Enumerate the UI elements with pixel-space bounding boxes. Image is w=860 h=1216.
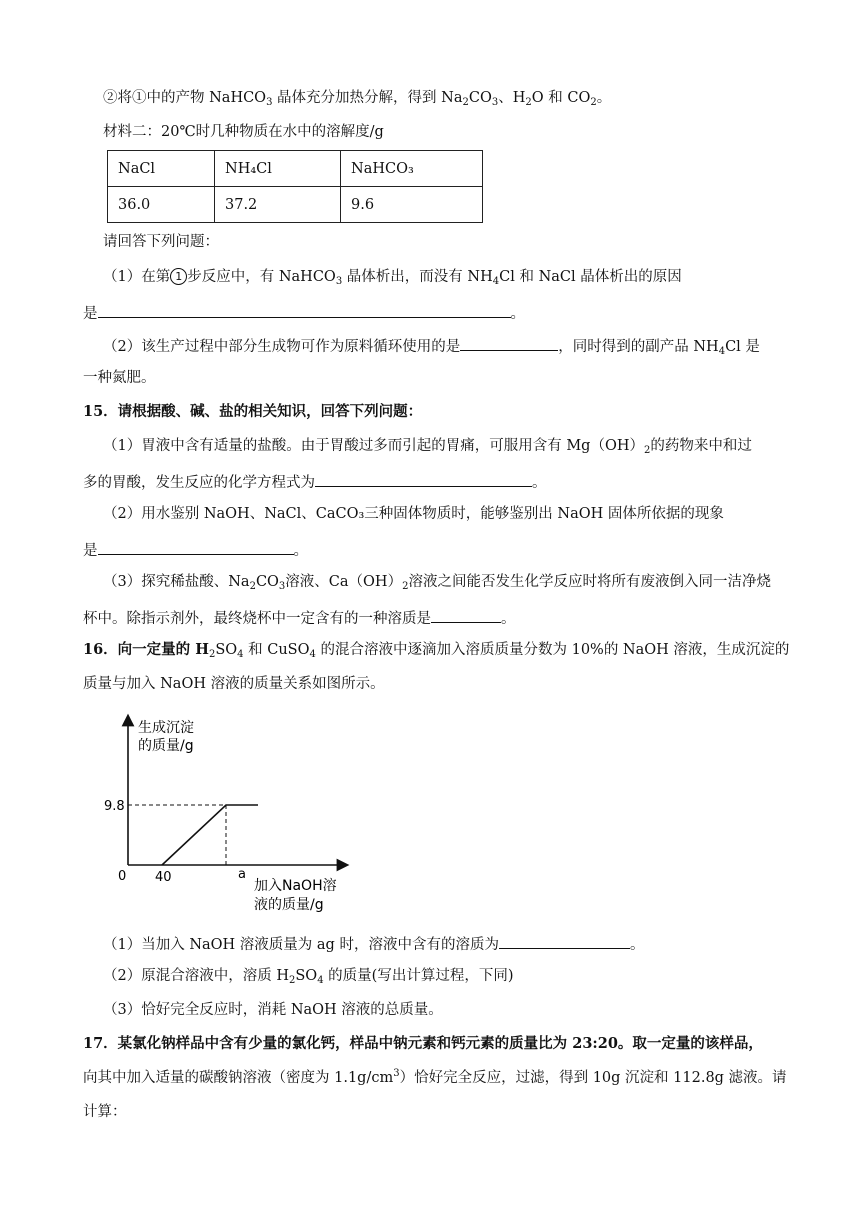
material-2-title: 材料二：20℃时几种物质在水中的溶解度/g bbox=[103, 124, 384, 140]
text-line: 多的胃酸，发生反应的化学方程式为 。 bbox=[83, 470, 547, 493]
answer-blank[interactable] bbox=[315, 470, 532, 487]
answer-blank[interactable] bbox=[98, 538, 294, 555]
circled-number: 1 bbox=[170, 268, 187, 285]
question-17: 17．某氯化钠样品中含有少量的氯化钙，样品中钠元素和钙元素的质量比为 23:20。取一定量的该样品， bbox=[83, 1035, 763, 1052]
text-line: 请回答下列问题： bbox=[103, 234, 219, 250]
question-15: 15．请根据酸、碱、盐的相关知识，回答下列问题： bbox=[83, 403, 423, 420]
answer-blank[interactable] bbox=[98, 301, 511, 318]
text-line: （1）胃液中含有适量的盐酸。由于胃酸过多而引起的胃痛，可服用含有 $Mg(OH)_2$的药物来中和过 bbox=[103, 438, 752, 456]
text-line: 质量与加入 NaOH 溶液的质量关系如图所示。 bbox=[83, 676, 385, 692]
solubility-table bbox=[107, 150, 483, 223]
table-cell: 36.0 bbox=[108, 187, 215, 223]
x-axis-label-1: 加入NaOH溶 bbox=[254, 878, 337, 894]
y-axis-label-1: 生成沉淀 bbox=[138, 720, 194, 736]
origin-label: 0 bbox=[118, 869, 127, 884]
table-row bbox=[108, 187, 483, 223]
x-tick-label: 40 bbox=[155, 870, 172, 885]
x-axis-label-2: 液的质量/g bbox=[254, 897, 324, 913]
text-line: （3）恰好完全反应时，消耗 NaOH 溶液的总质量。 bbox=[103, 1002, 443, 1018]
x-tick-label-a: a bbox=[238, 867, 246, 882]
precipitate-chart bbox=[100, 708, 360, 918]
answer-blank[interactable] bbox=[431, 606, 501, 623]
text-line: （2）原混合溶液中，溶质 $H_2SO_4$ 的质量(写出计算过程，下同) bbox=[103, 968, 514, 986]
text-line: 是 。 bbox=[83, 301, 525, 324]
text-line: （1）当加入 NaOH 溶液质量为 ag 时，溶液中含有的溶质为 。 bbox=[103, 932, 644, 955]
table-header-nahco3: NaHCO₃ bbox=[341, 151, 483, 187]
answer-blank[interactable] bbox=[499, 932, 630, 949]
y-tick-label: 9.8 bbox=[104, 799, 125, 814]
text-line: 向其中加入适量的碳酸钠溶液（密度为 $1.1g/cm^3$）恰好完全反应，过滤，得到 10g 沉淀和 112.8g 滤液。请 bbox=[83, 1068, 787, 1086]
text-line: （1）在第 1 步反应中，有 NaHCO$_3$ 晶体析出，而没有 $NH_4Cl$ 和 NaCl 晶体析出的原因 bbox=[103, 269, 682, 287]
text-line: （2）用水鉴别 NaOH、NaCl、CaCO₃三种固体物质时，能够鉴别出 NaOH 固体所依据的现象 bbox=[103, 506, 724, 522]
text-line: ②将①中的产物 NaHCO$_3$ 晶体充分加热分解，得到 $Na_2CO_3$、$H_2O$ 和 $CO_2$。 bbox=[103, 90, 612, 108]
table-header-nh4cl: NH₄Cl bbox=[215, 151, 341, 187]
text-line: （3）探究稀盐酸、$Na_2CO_3$溶液、$Ca(OH)_2$溶液之间能否发生化学反应时将所有废液倒入同一洁净烧 bbox=[103, 574, 771, 592]
text-line: 一种氮肥。 bbox=[83, 370, 156, 386]
text-line: 计算： bbox=[83, 1104, 127, 1120]
y-axis-label-2: 的质量/g bbox=[138, 738, 194, 754]
text-line: 是 。 bbox=[83, 538, 308, 561]
table-row bbox=[108, 151, 483, 187]
question-16: 16．向一定量的 $H_2SO_4$ 和 CuSO$_4$ 的混合溶液中逐滴加入溶质质量分数为 10%的 NaOH 溶液，生成沉淀的 bbox=[83, 641, 790, 660]
series-line bbox=[162, 805, 258, 865]
answer-blank[interactable] bbox=[460, 334, 558, 351]
text-line: 杯中。除指示剂外，最终烧杯中一定含有的一种溶质是 。 bbox=[83, 606, 516, 629]
table-header-nacl: NaCl bbox=[108, 151, 215, 187]
text-line: （2）该生产过程中部分生成物可作为原料循环使用的是 ，同时得到的副产品 $NH_4Cl$ 是 bbox=[103, 334, 760, 357]
table-cell: 37.2 bbox=[215, 187, 341, 223]
table-cell: 9.6 bbox=[341, 187, 483, 223]
